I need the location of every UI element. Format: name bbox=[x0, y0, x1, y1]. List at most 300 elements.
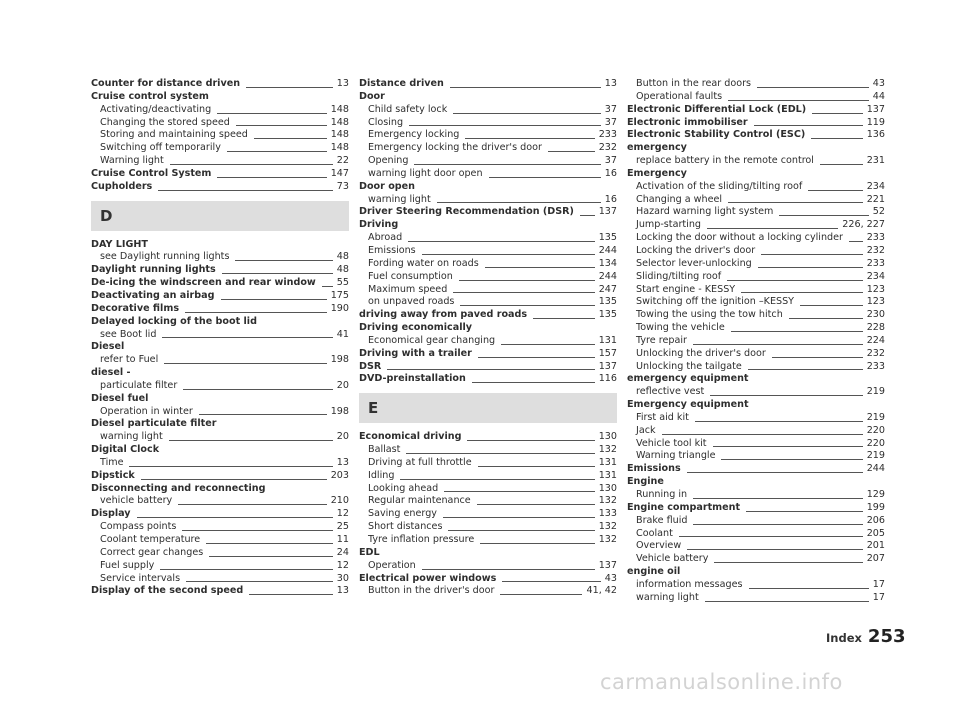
index-subentry[interactable] bbox=[627, 258, 885, 271]
index-subentry[interactable] bbox=[91, 104, 349, 117]
page-reference[interactable]: 219 bbox=[866, 386, 885, 398]
entry-text: Display of the second speed bbox=[91, 585, 244, 597]
entry-text: Vehicle tool kit bbox=[636, 437, 707, 449]
page-reference[interactable]: 148 bbox=[330, 142, 349, 154]
index-subentry[interactable] bbox=[627, 348, 885, 361]
leader-line bbox=[501, 344, 595, 345]
index-subentry[interactable] bbox=[359, 168, 617, 181]
index-subentry[interactable] bbox=[359, 444, 617, 457]
page-reference[interactable]: 48 bbox=[336, 251, 349, 263]
leader-line bbox=[820, 164, 863, 165]
entry-text: Driving with a trailer bbox=[359, 347, 472, 359]
entry-text: Tyre inflation pressure bbox=[368, 534, 475, 545]
page-reference[interactable]: 37 bbox=[604, 116, 617, 128]
page-reference[interactable]: 131 bbox=[598, 456, 617, 468]
index-column-2 bbox=[359, 78, 617, 598]
entry-text: warning light bbox=[100, 431, 163, 443]
index-subentry[interactable] bbox=[359, 245, 617, 258]
page-reference[interactable]: 198 bbox=[330, 354, 349, 366]
index-entry[interactable] bbox=[91, 303, 349, 316]
page-reference[interactable]: 220 bbox=[866, 437, 885, 449]
page-reference[interactable]: 73 bbox=[336, 180, 349, 192]
index-entry[interactable] bbox=[627, 117, 885, 130]
page-reference[interactable]: 228 bbox=[866, 322, 885, 334]
entry-text: Start engine - KESSY bbox=[636, 283, 736, 295]
entry-text: Switching off temporarily bbox=[100, 142, 221, 154]
index-entry[interactable] bbox=[359, 431, 617, 444]
leader-line bbox=[387, 369, 594, 370]
page-reference[interactable]: 210 bbox=[330, 495, 349, 507]
index-entry[interactable] bbox=[91, 264, 349, 277]
entry-text: Button in the rear doors bbox=[636, 78, 752, 89]
index-subentry[interactable] bbox=[627, 386, 885, 399]
index-subentry[interactable] bbox=[91, 547, 349, 560]
entry-text: Button in the driver's door bbox=[368, 585, 495, 597]
page-reference[interactable]: 20 bbox=[336, 431, 349, 443]
entry-text: Emergency locking the driver's door bbox=[368, 142, 542, 154]
index-subentry[interactable] bbox=[359, 194, 617, 207]
index-subentry[interactable] bbox=[627, 219, 885, 232]
index-subentry[interactable] bbox=[359, 470, 617, 483]
index-subentry[interactable] bbox=[627, 450, 885, 463]
page-reference[interactable]: 30 bbox=[336, 572, 349, 584]
leader-line bbox=[322, 286, 333, 287]
entry-text: Storing and maintaining speed bbox=[100, 129, 248, 141]
page-reference[interactable]: 11 bbox=[336, 534, 349, 545]
index-entry[interactable] bbox=[91, 277, 349, 290]
page-reference[interactable]: 206 bbox=[866, 514, 885, 526]
index-subentry[interactable] bbox=[627, 540, 885, 553]
page-reference[interactable]: 247 bbox=[598, 283, 617, 295]
page-reference[interactable]: 199 bbox=[866, 501, 885, 513]
index-entry[interactable] bbox=[91, 290, 349, 303]
page-reference[interactable]: 230 bbox=[866, 309, 885, 321]
entry-text: Deactivating an airbag bbox=[91, 289, 215, 301]
entry-text: Looking ahead bbox=[368, 482, 439, 494]
page-reference[interactable]: 123 bbox=[866, 283, 885, 295]
index-subentry[interactable] bbox=[359, 560, 617, 573]
section-letter-e: E bbox=[359, 393, 617, 423]
leader-line bbox=[465, 138, 594, 139]
entry-text: Running in bbox=[636, 489, 688, 500]
page-reference[interactable]: 13 bbox=[604, 78, 617, 89]
page-reference[interactable]: 116 bbox=[598, 373, 617, 385]
index-entry[interactable] bbox=[91, 585, 349, 598]
leader-line bbox=[695, 421, 863, 422]
page-reference[interactable]: 43 bbox=[872, 78, 885, 89]
leader-line bbox=[406, 453, 594, 454]
page-reference[interactable]: 244 bbox=[598, 244, 617, 256]
leader-line bbox=[480, 543, 594, 544]
page-reference[interactable]: 13 bbox=[336, 78, 349, 89]
index-subentry[interactable] bbox=[627, 245, 885, 258]
index-entry[interactable] bbox=[359, 78, 617, 91]
page-reference[interactable]: 135 bbox=[598, 232, 617, 244]
index-subentry[interactable] bbox=[91, 573, 349, 586]
page-reference[interactable]: 12 bbox=[336, 508, 349, 520]
index-subentry[interactable] bbox=[627, 322, 885, 335]
page-reference[interactable]: 119 bbox=[866, 116, 885, 128]
index-heading: Disconnecting and reconnecting bbox=[91, 482, 266, 494]
leader-line bbox=[450, 87, 601, 88]
entry-text: Jack bbox=[636, 424, 656, 436]
leader-line bbox=[164, 363, 326, 364]
page-reference[interactable]: 17 bbox=[872, 591, 885, 603]
entry-text: Changing a wheel bbox=[636, 193, 723, 205]
page-footer bbox=[826, 626, 906, 647]
index-subentry[interactable] bbox=[91, 380, 349, 393]
index-subentry[interactable] bbox=[359, 117, 617, 130]
page-reference[interactable]: 232 bbox=[598, 142, 617, 154]
index-entry[interactable] bbox=[91, 168, 349, 181]
page-reference[interactable]: 220 bbox=[866, 424, 885, 436]
index-column-1 bbox=[91, 78, 349, 598]
index-subentry[interactable] bbox=[627, 91, 885, 104]
index-entry[interactable] bbox=[359, 361, 617, 374]
index-subentry[interactable] bbox=[627, 438, 885, 451]
index-subentry[interactable] bbox=[359, 129, 617, 142]
page-reference[interactable]: 233 bbox=[866, 360, 885, 372]
index-subentry[interactable] bbox=[359, 495, 617, 508]
page-number: 253 bbox=[867, 626, 906, 647]
page-reference[interactable]: 232 bbox=[866, 347, 885, 359]
leader-line bbox=[728, 202, 863, 203]
index-subentry[interactable] bbox=[627, 194, 885, 207]
page-reference[interactable]: 44 bbox=[872, 90, 885, 102]
index-subentry[interactable] bbox=[91, 329, 349, 342]
index-entry[interactable] bbox=[91, 78, 349, 91]
index-subentry[interactable] bbox=[359, 232, 617, 245]
entry-text: see Daylight running lights bbox=[100, 251, 230, 263]
index-subentry[interactable] bbox=[359, 457, 617, 470]
index-subentry[interactable] bbox=[91, 155, 349, 168]
index-entry[interactable] bbox=[627, 502, 885, 515]
leader-line bbox=[467, 440, 594, 441]
index-subentry[interactable] bbox=[627, 553, 885, 566]
index-heading: Diesel bbox=[91, 341, 125, 353]
index-subentry[interactable] bbox=[91, 354, 349, 367]
index-subentry[interactable] bbox=[627, 361, 885, 374]
page-reference[interactable]: 148 bbox=[330, 103, 349, 115]
index-subentry[interactable] bbox=[91, 534, 349, 547]
page-reference[interactable]: 203 bbox=[330, 469, 349, 481]
page-reference[interactable]: 37 bbox=[604, 103, 617, 115]
index-subentry[interactable] bbox=[91, 129, 349, 142]
index-subentry[interactable] bbox=[627, 181, 885, 194]
leader-line bbox=[812, 113, 863, 114]
index-subentry[interactable] bbox=[627, 271, 885, 284]
entry-text: replace battery in the remote control bbox=[636, 155, 814, 167]
entry-text: Time bbox=[100, 456, 124, 468]
page-reference[interactable]: 233 bbox=[598, 129, 617, 141]
index-subentry[interactable] bbox=[359, 483, 617, 496]
index-heading: EDL bbox=[359, 546, 380, 558]
entry-text: Engine compartment bbox=[627, 501, 741, 513]
page-reference[interactable]: 175 bbox=[330, 289, 349, 301]
index-entry[interactable] bbox=[359, 206, 617, 219]
index-heading: Door open bbox=[359, 180, 416, 192]
entry-text: Daylight running lights bbox=[91, 264, 216, 276]
index-entry[interactable] bbox=[91, 470, 349, 483]
page-reference[interactable]: 123 bbox=[866, 296, 885, 308]
index-subentry[interactable] bbox=[359, 508, 617, 521]
index-entry[interactable] bbox=[627, 129, 885, 142]
page-reference[interactable]: 207 bbox=[866, 553, 885, 565]
page-reference[interactable]: 233 bbox=[866, 257, 885, 269]
index-heading: Emergency equipment bbox=[627, 399, 749, 411]
page-reference[interactable]: 232 bbox=[866, 244, 885, 256]
leader-line bbox=[485, 267, 595, 268]
index-subentry[interactable] bbox=[627, 579, 885, 592]
page-reference[interactable]: 136 bbox=[866, 129, 885, 141]
leader-line bbox=[217, 113, 326, 114]
entry-text: Cupholders bbox=[91, 180, 153, 192]
index-entry[interactable] bbox=[359, 373, 617, 386]
entry-text: Ballast bbox=[368, 444, 401, 456]
index-subentry[interactable] bbox=[627, 232, 885, 245]
index-subentry[interactable] bbox=[91, 117, 349, 130]
leader-line bbox=[710, 395, 862, 396]
entry-text: Closing bbox=[368, 116, 404, 128]
index-subentry[interactable] bbox=[627, 489, 885, 502]
page-reference[interactable]: 148 bbox=[330, 129, 349, 141]
page-reference[interactable]: 201 bbox=[866, 540, 885, 552]
page-reference[interactable]: 132 bbox=[598, 521, 617, 533]
page-reference[interactable]: 129 bbox=[866, 489, 885, 500]
index-entry[interactable] bbox=[91, 181, 349, 194]
index-subentry[interactable] bbox=[359, 296, 617, 309]
index-subentry[interactable] bbox=[91, 495, 349, 508]
page-reference[interactable]: 234 bbox=[866, 270, 885, 282]
page-reference[interactable]: 131 bbox=[598, 334, 617, 346]
page-reference[interactable]: 41, 42 bbox=[586, 585, 617, 597]
page-reference[interactable]: 135 bbox=[598, 309, 617, 321]
entry-text: Maximum speed bbox=[368, 283, 448, 295]
page-reference[interactable]: 226, 227 bbox=[842, 219, 885, 231]
leader-line bbox=[746, 511, 863, 512]
leader-line bbox=[160, 569, 332, 570]
entry-text: Child safety lock bbox=[368, 103, 448, 115]
page-reference[interactable]: 244 bbox=[866, 463, 885, 475]
leader-line bbox=[679, 536, 863, 537]
entry-text: Fuel supply bbox=[100, 559, 155, 571]
leader-line bbox=[222, 273, 333, 274]
page-reference[interactable]: 133 bbox=[598, 508, 617, 520]
leader-line bbox=[472, 382, 595, 383]
entry-text: Cruise Control System bbox=[91, 167, 212, 179]
page-reference[interactable]: 190 bbox=[330, 302, 349, 314]
index-heading: Driving economically bbox=[359, 322, 473, 334]
page-reference[interactable]: 219 bbox=[866, 411, 885, 423]
index-subentry[interactable] bbox=[359, 335, 617, 348]
index-entry[interactable] bbox=[627, 104, 885, 117]
leader-line bbox=[185, 312, 327, 313]
page-reference[interactable]: 20 bbox=[336, 379, 349, 391]
leader-line bbox=[400, 479, 594, 480]
index-subentry[interactable] bbox=[627, 528, 885, 541]
entry-text: Regular maintenance bbox=[368, 495, 471, 507]
index-subentry[interactable] bbox=[359, 142, 617, 155]
entry-text: Economical driving bbox=[359, 431, 462, 443]
entry-text: Locking the door without a locking cylinder bbox=[636, 232, 843, 244]
page-reference[interactable]: 131 bbox=[598, 469, 617, 481]
index-subentry[interactable] bbox=[359, 585, 617, 598]
index-subentry[interactable] bbox=[91, 521, 349, 534]
page-reference[interactable]: 13 bbox=[336, 456, 349, 468]
entry-text: Overview bbox=[636, 540, 682, 552]
page-reference[interactable]: 137 bbox=[598, 206, 617, 218]
entry-text: Counter for distance driven bbox=[91, 78, 241, 89]
page-reference[interactable]: 48 bbox=[336, 264, 349, 276]
leader-line bbox=[477, 504, 595, 505]
entry-text: DSR bbox=[359, 360, 382, 372]
index-subentry[interactable] bbox=[359, 155, 617, 168]
entry-text: Selector lever-unlocking bbox=[636, 257, 752, 269]
leader-line bbox=[129, 466, 332, 467]
index-subentry[interactable] bbox=[91, 406, 349, 419]
entry-text: Service intervals bbox=[100, 572, 181, 584]
leader-line bbox=[217, 177, 326, 178]
leader-line bbox=[236, 125, 327, 126]
page-reference[interactable]: 137 bbox=[598, 360, 617, 372]
page-reference[interactable]: 234 bbox=[866, 180, 885, 192]
page-reference[interactable]: 24 bbox=[336, 546, 349, 558]
leader-line bbox=[500, 594, 582, 595]
leader-line bbox=[246, 87, 333, 88]
entry-text: Idling bbox=[368, 469, 395, 481]
section-letter-d: D bbox=[91, 201, 349, 231]
index-subentry[interactable] bbox=[627, 335, 885, 348]
leader-line bbox=[728, 100, 869, 101]
leader-line bbox=[548, 151, 595, 152]
page-reference[interactable]: 233 bbox=[866, 232, 885, 244]
page-reference[interactable]: 12 bbox=[336, 559, 349, 571]
page-reference[interactable]: 130 bbox=[598, 482, 617, 494]
entry-text: Electronic Stability Control (ESC) bbox=[627, 129, 806, 141]
leader-line bbox=[178, 504, 326, 505]
index-heading: Engine bbox=[627, 476, 664, 488]
page-reference[interactable]: 17 bbox=[872, 578, 885, 590]
leader-line bbox=[158, 190, 333, 191]
index-subentry[interactable] bbox=[627, 78, 885, 91]
index-subentry[interactable] bbox=[627, 515, 885, 528]
leader-line bbox=[800, 305, 863, 306]
page-reference[interactable]: 22 bbox=[336, 155, 349, 167]
page-reference[interactable]: 16 bbox=[604, 167, 617, 179]
index-entry[interactable] bbox=[359, 309, 617, 322]
leader-line bbox=[580, 215, 595, 216]
page-reference[interactable]: 41 bbox=[336, 328, 349, 340]
index-subentry[interactable] bbox=[627, 309, 885, 322]
entry-text: Tyre repair bbox=[636, 334, 687, 346]
index-entry[interactable] bbox=[627, 463, 885, 476]
page-reference[interactable]: 137 bbox=[598, 559, 617, 571]
entry-text: Unlocking the driver's door bbox=[636, 347, 766, 359]
page-reference[interactable]: 244 bbox=[598, 270, 617, 282]
index-subentry[interactable] bbox=[627, 206, 885, 219]
page-reference[interactable]: 16 bbox=[604, 193, 617, 205]
index-subentry[interactable] bbox=[91, 251, 349, 264]
index-subentry[interactable] bbox=[359, 521, 617, 534]
leader-line bbox=[199, 414, 327, 415]
entry-text: Coolant bbox=[636, 527, 673, 539]
index-entry[interactable] bbox=[91, 508, 349, 521]
page-reference[interactable]: 132 bbox=[598, 444, 617, 456]
page-reference[interactable]: 231 bbox=[866, 155, 885, 167]
leader-line bbox=[221, 299, 327, 300]
leader-line bbox=[478, 357, 595, 358]
index-entry[interactable] bbox=[359, 348, 617, 361]
page-reference[interactable]: 148 bbox=[330, 116, 349, 128]
leader-line bbox=[408, 241, 594, 242]
page-reference[interactable]: 205 bbox=[866, 527, 885, 539]
index-subentry[interactable] bbox=[627, 155, 885, 168]
leader-line bbox=[422, 254, 595, 255]
entry-text: Towing the vehicle bbox=[636, 322, 725, 334]
index-subentry[interactable] bbox=[91, 560, 349, 573]
page-reference[interactable]: 134 bbox=[598, 257, 617, 269]
index-subentry[interactable] bbox=[359, 258, 617, 271]
entry-text: Unlocking the tailgate bbox=[636, 360, 742, 372]
index-subentry[interactable] bbox=[627, 284, 885, 297]
page-reference[interactable]: 37 bbox=[604, 155, 617, 167]
index-subentry[interactable] bbox=[627, 296, 885, 309]
index-subentry[interactable] bbox=[91, 142, 349, 155]
page-reference[interactable]: 198 bbox=[330, 405, 349, 417]
index-subentry[interactable] bbox=[359, 284, 617, 297]
index-entry[interactable] bbox=[359, 573, 617, 586]
entry-text: Fuel consumption bbox=[368, 270, 453, 282]
page-reference[interactable]: 224 bbox=[866, 334, 885, 346]
index-subentry[interactable] bbox=[627, 425, 885, 438]
leader-line bbox=[731, 331, 863, 332]
page-reference[interactable]: 157 bbox=[598, 347, 617, 359]
page-reference[interactable]: 221 bbox=[866, 193, 885, 205]
page-reference[interactable]: 137 bbox=[866, 103, 885, 115]
page-reference[interactable]: 147 bbox=[330, 167, 349, 179]
leader-line bbox=[459, 280, 595, 281]
page-reference[interactable]: 25 bbox=[336, 521, 349, 533]
leader-line bbox=[453, 113, 601, 114]
page-reference[interactable]: 55 bbox=[336, 277, 349, 289]
page-reference[interactable]: 132 bbox=[598, 534, 617, 545]
entry-text: Electronic Differential Lock (EDL) bbox=[627, 103, 807, 115]
page-reference[interactable]: 130 bbox=[598, 431, 617, 443]
leader-line bbox=[254, 138, 327, 139]
index-heading: Emergency bbox=[627, 167, 687, 179]
index-subentry[interactable] bbox=[359, 271, 617, 284]
entry-text: Distance driven bbox=[359, 78, 444, 89]
page-reference[interactable]: 219 bbox=[866, 450, 885, 462]
index-subentry[interactable] bbox=[359, 534, 617, 547]
index-subentry[interactable] bbox=[627, 412, 885, 425]
leader-line bbox=[502, 581, 600, 582]
footer-section-label: Index bbox=[826, 631, 862, 645]
page-reference[interactable]: 132 bbox=[598, 495, 617, 507]
index-subentry[interactable] bbox=[91, 431, 349, 444]
index-subentry[interactable] bbox=[91, 457, 349, 470]
index-subentry[interactable] bbox=[359, 104, 617, 117]
index-subentry[interactable] bbox=[627, 592, 885, 605]
page-reference[interactable]: 43 bbox=[604, 572, 617, 584]
entry-text: Towing the using the tow hitch bbox=[636, 309, 783, 321]
page-reference[interactable]: 135 bbox=[598, 296, 617, 308]
leader-line bbox=[687, 472, 863, 473]
entry-text: Display bbox=[91, 508, 131, 520]
page-reference[interactable]: 13 bbox=[336, 585, 349, 597]
page-reference[interactable]: 52 bbox=[872, 206, 885, 218]
entry-text: Fording water on roads bbox=[368, 257, 479, 269]
